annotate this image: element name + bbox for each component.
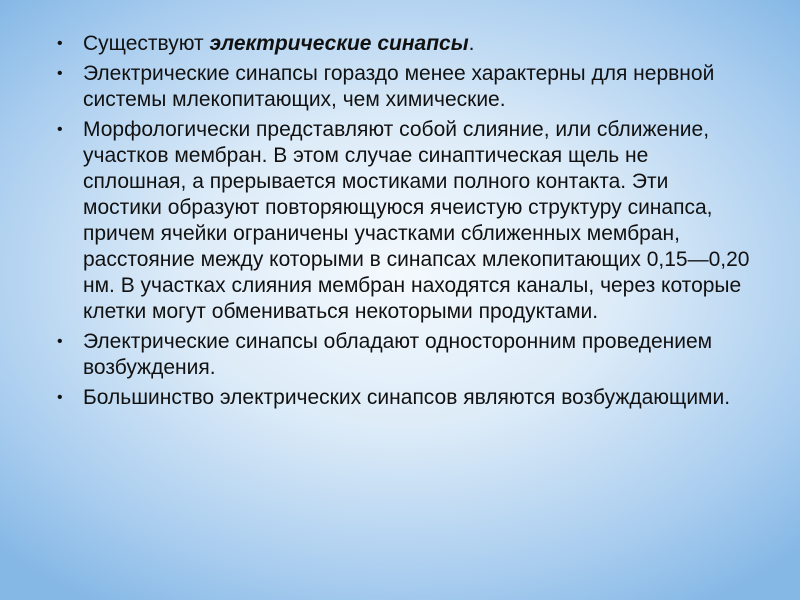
bullet-item-4 [50, 329, 750, 381]
bullet-marker: • [57, 333, 63, 350]
bullet-marker: • [57, 121, 63, 138]
bullet-text: Морфологически представляют собой слияние, или сближение, участков мембран. В этом случае синаптическая щель не сплошная, а прерывается мостиками полного контакта. Эти мостики образуют повторяющуюся ячеистую структуру синапса, причем ячейки ограничены участками сближенных мембран, расстояние между которыми в синапсах млекопитающих 0,15—0,20 нм. В участках слияния мембран находятся каналы, через которые клетки могут обмениваться некоторыми продуктами. [83, 118, 750, 323]
bullet-text: Электрические синапсы гораздо менее характерны для нервной системы млекопитающих, чем химические. [83, 62, 715, 111]
bullet-text: Большинство электрических синапсов являются возбуждающими. [83, 386, 731, 409]
bullet-text-after: . [468, 32, 475, 55]
bullet-item-3 [50, 117, 750, 325]
bullet-text: Электрические синапсы обладают односторонним проведением возбуждения. [83, 330, 713, 379]
bullet-marker: • [57, 35, 63, 52]
bullet-marker: • [57, 65, 63, 82]
bullet-text-before: Существуют [83, 32, 210, 55]
bullet-item-2 [50, 61, 750, 113]
bullet-marker: • [57, 389, 63, 406]
bullet-list [50, 31, 750, 415]
bullet-emphasis: электрические синапсы [209, 32, 469, 55]
bullet-item-5 [50, 385, 750, 411]
bullet-item-1 [50, 31, 750, 57]
